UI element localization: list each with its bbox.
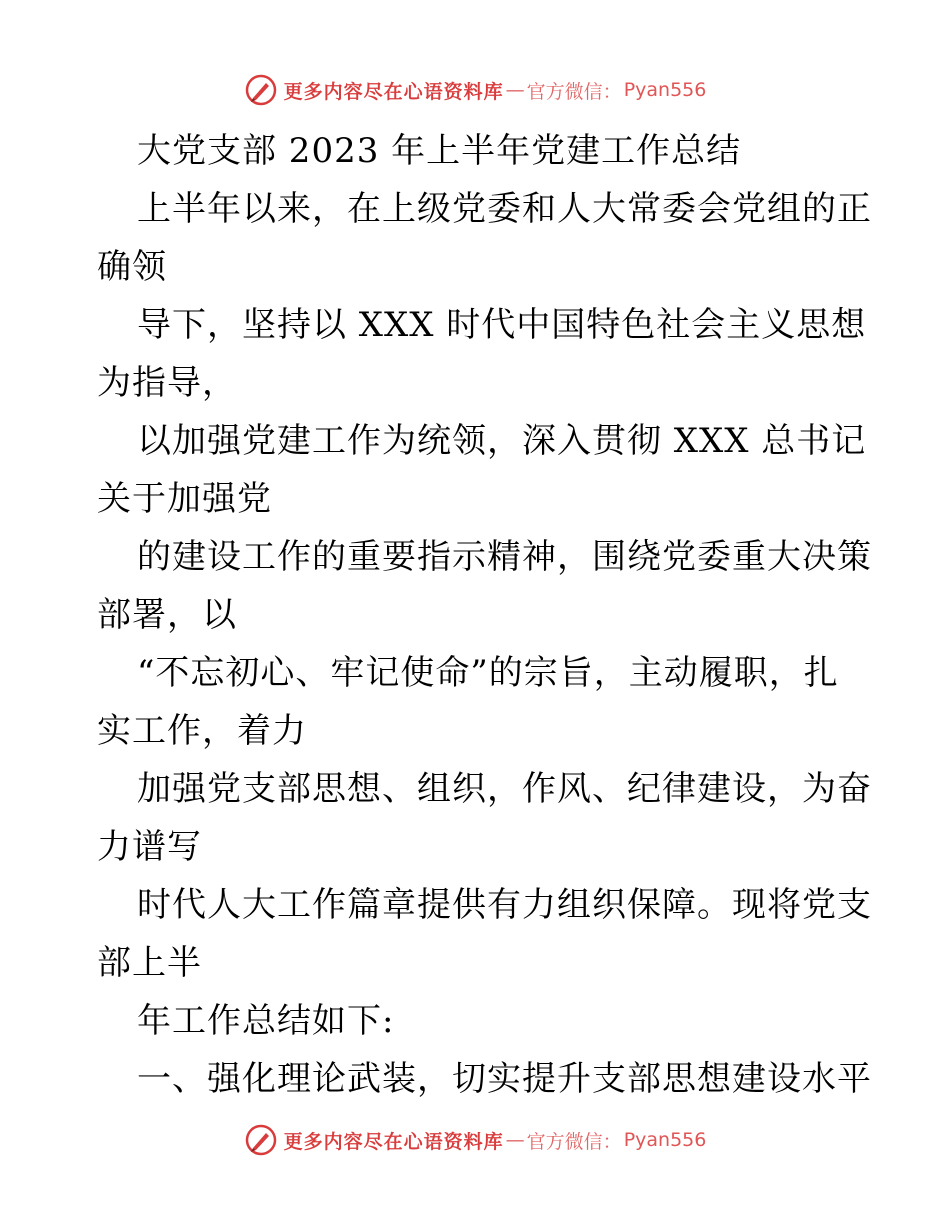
text-line: 力谱写 <box>97 827 202 867</box>
text-line: “不忘初心、牢记使命”的宗旨，主动履职，扎 <box>137 653 839 693</box>
text-line: 部署，以 <box>97 595 237 635</box>
watermark-footer <box>0 1120 950 1160</box>
pen-logo-icon <box>244 73 278 107</box>
watermark-header <box>0 70 950 110</box>
text-line: 实工作，着力 <box>97 711 307 751</box>
text-line: 以加强党建工作为统领，深入贯彻 XXX 总书记 <box>137 421 867 461</box>
text-line: 年工作总结如下: <box>137 1001 395 1041</box>
watermark-dash: — <box>505 79 525 101</box>
text-line: 为指导， <box>97 363 237 403</box>
text-line: 部上半 <box>97 943 202 983</box>
watermark-sub-text: 官方微信： <box>526 80 622 103</box>
watermark-wechat-id: Pyan556 <box>623 79 707 101</box>
watermark-main-text: 更多内容尽在心语资料库 <box>283 80 504 103</box>
text-line: 关于加强党 <box>97 479 272 519</box>
watermark-dash: — <box>505 1129 525 1151</box>
text-line: 导下，坚持以 XXX 时代中国特色社会主义思想 <box>137 305 867 345</box>
document-title: 大党支部 2023 年上半年党建工作总结 <box>137 131 742 171</box>
section-heading: 一、强化理论武装，切实提升支部思想建设水平 <box>137 1059 872 1099</box>
text-line: 的建设工作的重要指示精神，围绕党委重大决策 <box>137 537 872 577</box>
watermark-main-text: 更多内容尽在心语资料库 <box>283 1130 504 1153</box>
text-line: 加强党支部思想、组织，作风、纪律建设，为奋 <box>137 769 872 809</box>
text-line: 上半年以来，在上级党委和人大常委会党组的正 <box>137 189 872 229</box>
text-line: 确领 <box>97 247 167 287</box>
document-body <box>97 122 872 1108</box>
pen-logo-icon <box>244 1123 278 1157</box>
text-line: 时代人大工作篇章提供有力组织保障。现将党支 <box>137 885 872 925</box>
watermark-sub-text: 官方微信： <box>526 1130 622 1153</box>
watermark-wechat-id: Pyan556 <box>623 1129 707 1151</box>
